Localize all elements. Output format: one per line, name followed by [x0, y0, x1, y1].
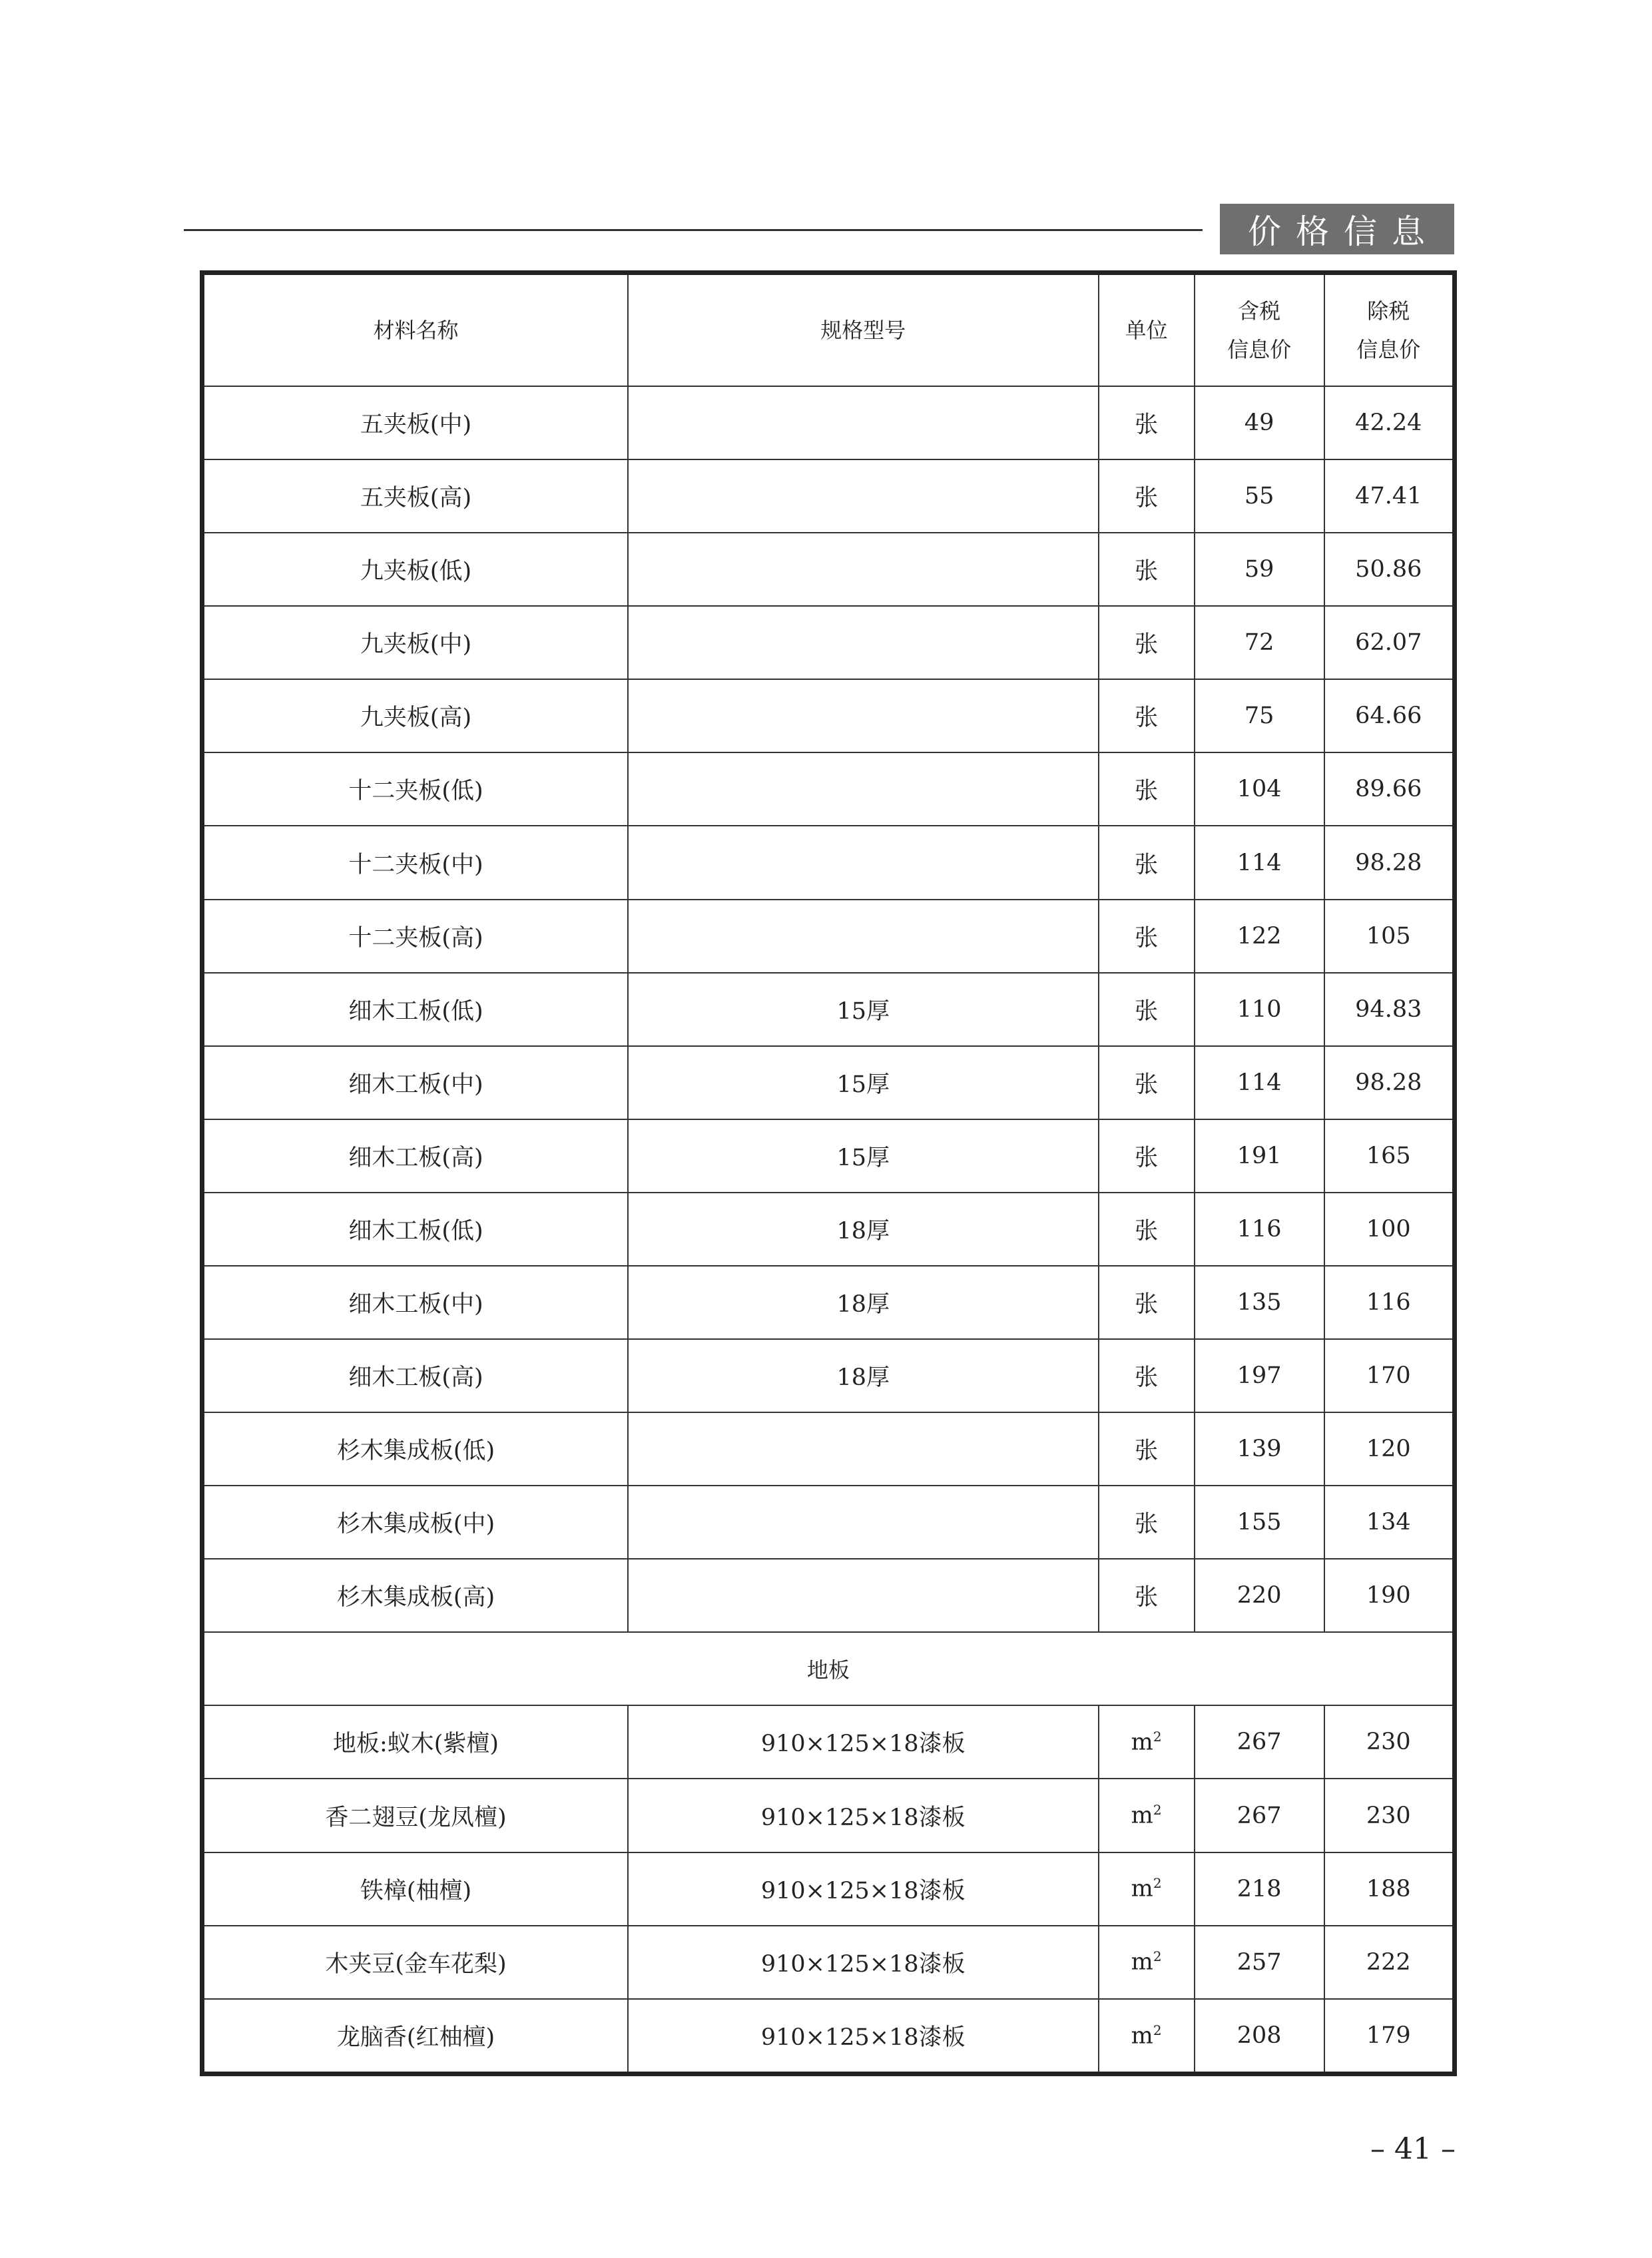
cell-price-incl-tax: 267: [1195, 1705, 1324, 1779]
cell-price-excl-tax: 179: [1324, 1999, 1455, 2074]
cell-unit: 张: [1099, 973, 1195, 1046]
cell-unit: 张: [1099, 1486, 1195, 1559]
cell-price-incl-tax: 191: [1195, 1119, 1324, 1193]
cell-unit: $m^2$: [1099, 1852, 1195, 1926]
cell-material-name: 细木工板(中): [202, 1046, 629, 1119]
cell-material-name: 香二翅豆(龙凤檀): [202, 1779, 629, 1852]
header-rule: [184, 229, 1203, 231]
cell-material-name: 九夹板(低): [202, 533, 629, 606]
cell-unit: $m^2$: [1099, 1999, 1195, 2074]
cell-spec: 910×125×18漆板: [628, 1705, 1099, 1779]
cell-unit: 张: [1099, 459, 1195, 533]
cell-price-incl-tax: 49: [1195, 386, 1324, 459]
table-row: [202, 900, 1455, 973]
cell-spec: [628, 1486, 1099, 1559]
table-row: [202, 1705, 1455, 1779]
cell-price-incl-tax: 267: [1195, 1779, 1324, 1852]
table-row: [202, 1046, 1455, 1119]
cell-spec: [628, 606, 1099, 679]
cell-unit: 张: [1099, 752, 1195, 826]
table-header-row: [202, 273, 1455, 387]
cell-spec: 15厚: [628, 1119, 1099, 1193]
cell-material-name: 十二夹板(中): [202, 826, 629, 899]
unit-superscript: 2: [1153, 1948, 1162, 1965]
cell-price-incl-tax: 122: [1195, 900, 1324, 973]
cell-price-incl-tax: 139: [1195, 1412, 1324, 1486]
cell-price-excl-tax: 98.28: [1324, 826, 1455, 899]
cell-material-name: 五夹板(中): [202, 386, 629, 459]
cell-price-excl-tax: 47.41: [1324, 459, 1455, 533]
cell-unit: 张: [1099, 1119, 1195, 1193]
cell-price-incl-tax: 257: [1195, 1926, 1324, 1999]
cell-unit: $m^2$: [1099, 1779, 1195, 1852]
header-unit: 单位: [1099, 273, 1195, 387]
cell-price-incl-tax: 75: [1195, 679, 1324, 752]
cell-price-excl-tax: 100: [1324, 1193, 1455, 1266]
unit-superscript: 2: [1153, 2022, 1162, 2038]
cell-price-excl-tax: 98.28: [1324, 1046, 1455, 1119]
cell-material-name: 细木工板(中): [202, 1266, 629, 1339]
cell-unit: 张: [1099, 1193, 1195, 1266]
cell-price-incl-tax: 135: [1195, 1266, 1324, 1339]
cell-price-excl-tax: 134: [1324, 1486, 1455, 1559]
cell-price-incl-tax: 220: [1195, 1559, 1324, 1632]
cell-material-name: 木夹豆(金车花梨): [202, 1926, 629, 1999]
cell-material-name: 杉木集成板(低): [202, 1412, 629, 1486]
cell-unit: 张: [1099, 386, 1195, 459]
cell-spec: 910×125×18漆板: [628, 1926, 1099, 1999]
cell-unit: 张: [1099, 1046, 1195, 1119]
cell-material-name: 杉木集成板(高): [202, 1559, 629, 1632]
cell-spec: [628, 533, 1099, 606]
cell-spec: [628, 386, 1099, 459]
cell-unit: 张: [1099, 1339, 1195, 1412]
cell-price-excl-tax: 120: [1324, 1412, 1455, 1486]
cell-spec: 910×125×18漆板: [628, 1999, 1099, 2074]
cell-unit: 张: [1099, 1559, 1195, 1632]
cell-spec: [628, 900, 1099, 973]
cell-unit: $m^2$: [1099, 1705, 1195, 1779]
header-price-incl-tax: 含税 信息价: [1195, 273, 1324, 387]
table-row: [202, 1119, 1455, 1193]
cell-unit: 张: [1099, 1412, 1195, 1486]
cell-material-name: 龙脑香(红柚檀): [202, 1999, 629, 2074]
cell-price-incl-tax: 72: [1195, 606, 1324, 679]
cell-price-excl-tax: 94.83: [1324, 973, 1455, 1046]
cell-material-name: 细木工板(高): [202, 1339, 629, 1412]
cell-price-excl-tax: 89.66: [1324, 752, 1455, 826]
cell-spec: 910×125×18漆板: [628, 1852, 1099, 1926]
cell-price-incl-tax: 59: [1195, 533, 1324, 606]
cell-material-name: 细木工板(低): [202, 1193, 629, 1266]
cell-material-name: 九夹板(高): [202, 679, 629, 752]
cell-price-incl-tax: 110: [1195, 973, 1324, 1046]
cell-spec: [628, 1559, 1099, 1632]
cell-price-excl-tax: 230: [1324, 1705, 1455, 1779]
cell-price-excl-tax: 165: [1324, 1119, 1455, 1193]
price-table: [200, 270, 1457, 2076]
table-row: [202, 386, 1455, 459]
cell-unit: 张: [1099, 679, 1195, 752]
header-spec: 规格型号: [628, 273, 1099, 387]
cell-material-name: 细木工板(高): [202, 1119, 629, 1193]
section-title: 价格信息: [1220, 204, 1454, 254]
cell-material-name: 五夹板(高): [202, 459, 629, 533]
cell-unit: 张: [1099, 826, 1195, 899]
page-number: – 41 –: [1370, 2132, 1456, 2166]
cell-price-incl-tax: 208: [1195, 1999, 1324, 2074]
table-row: [202, 1193, 1455, 1266]
cell-material-name: 地板:蚁木(紫檀): [202, 1705, 629, 1779]
table-row: [202, 1559, 1455, 1632]
unit-superscript: 2: [1153, 1875, 1162, 1892]
table-row: [202, 1999, 1455, 2074]
cell-price-excl-tax: 188: [1324, 1852, 1455, 1926]
cell-unit: 张: [1099, 533, 1195, 606]
cell-material-name: 杉木集成板(中): [202, 1486, 629, 1559]
cell-price-incl-tax: 114: [1195, 826, 1324, 899]
table-row: [202, 679, 1455, 752]
cell-spec: [628, 679, 1099, 752]
cell-price-excl-tax: 62.07: [1324, 606, 1455, 679]
cell-spec: 18厚: [628, 1193, 1099, 1266]
cell-price-incl-tax: 114: [1195, 1046, 1324, 1119]
table-row: [202, 533, 1455, 606]
cell-unit: $m^2$: [1099, 1926, 1195, 1999]
cell-price-excl-tax: 50.86: [1324, 533, 1455, 606]
cell-spec: 15厚: [628, 1046, 1099, 1119]
table-row: [202, 826, 1455, 899]
cell-spec: [628, 1412, 1099, 1486]
cell-price-incl-tax: 218: [1195, 1852, 1324, 1926]
table-row: [202, 1266, 1455, 1339]
cell-price-excl-tax: 64.66: [1324, 679, 1455, 752]
table-row: [202, 973, 1455, 1046]
cell-material-name: 细木工板(低): [202, 973, 629, 1046]
cell-spec: [628, 826, 1099, 899]
cell-unit: 张: [1099, 900, 1195, 973]
table-row: [202, 1926, 1455, 1999]
cell-price-incl-tax: 104: [1195, 752, 1324, 826]
table-row: [202, 1412, 1455, 1486]
cell-price-incl-tax: 155: [1195, 1486, 1324, 1559]
cell-price-excl-tax: 230: [1324, 1779, 1455, 1852]
table-row: [202, 459, 1455, 533]
cell-price-incl-tax: 55: [1195, 459, 1324, 533]
table-row: [202, 1779, 1455, 1852]
cell-price-excl-tax: 42.24: [1324, 386, 1455, 459]
cell-spec: 18厚: [628, 1339, 1099, 1412]
cell-price-incl-tax: 197: [1195, 1339, 1324, 1412]
cell-price-excl-tax: 190: [1324, 1559, 1455, 1632]
section-row: [202, 1632, 1455, 1705]
cell-spec: 18厚: [628, 1266, 1099, 1339]
cell-material-name: 十二夹板(高): [202, 900, 629, 973]
cell-price-excl-tax: 116: [1324, 1266, 1455, 1339]
cell-spec: [628, 459, 1099, 533]
cell-unit: 张: [1099, 606, 1195, 679]
unit-superscript: 2: [1153, 1729, 1162, 1745]
header-material-name: 材料名称: [202, 273, 629, 387]
table-row: [202, 1486, 1455, 1559]
header-price-excl-tax: 除税 信息价: [1324, 273, 1455, 387]
cell-price-incl-tax: 116: [1195, 1193, 1324, 1266]
cell-spec: 910×125×18漆板: [628, 1779, 1099, 1852]
table-row: [202, 1852, 1455, 1926]
cell-price-excl-tax: 105: [1324, 900, 1455, 973]
cell-price-excl-tax: 170: [1324, 1339, 1455, 1412]
table-row: [202, 752, 1455, 826]
table-row: [202, 606, 1455, 679]
cell-unit: 张: [1099, 1266, 1195, 1339]
cell-spec: 15厚: [628, 973, 1099, 1046]
cell-spec: [628, 752, 1099, 826]
cell-material-name: 九夹板(中): [202, 606, 629, 679]
table-row: [202, 1339, 1455, 1412]
unit-superscript: 2: [1153, 1802, 1162, 1819]
cell-price-excl-tax: 222: [1324, 1926, 1455, 1999]
cell-material-name: 十二夹板(低): [202, 752, 629, 826]
cell-material-name: 铁樟(柚檀): [202, 1852, 629, 1926]
section-label: 地板: [202, 1632, 1455, 1705]
